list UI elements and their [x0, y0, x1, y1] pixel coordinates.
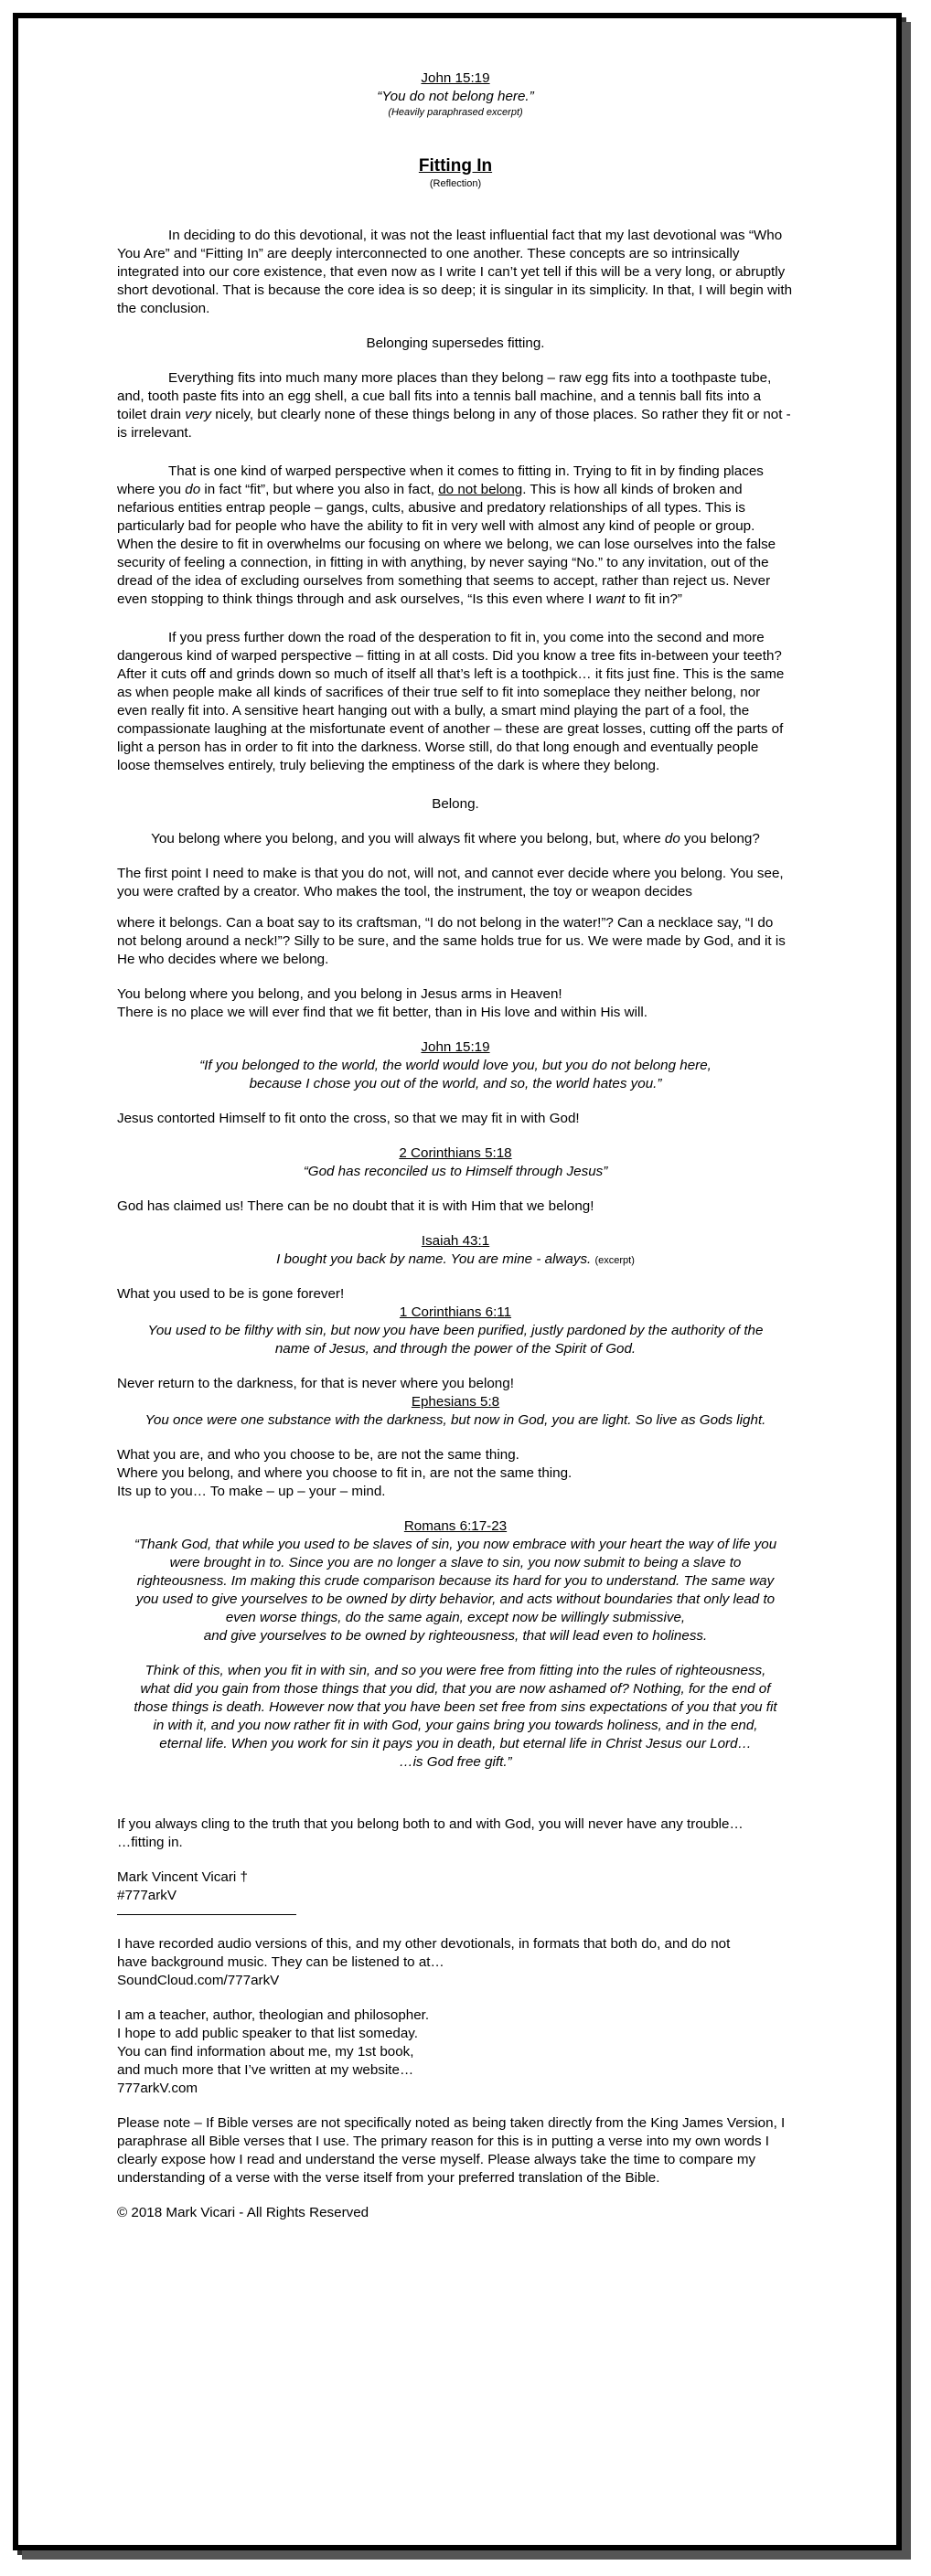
- closing-statement: If you always cling to the truth that you belong both to and with God, you will never have any trouble… …fitting in.: [117, 1816, 744, 1850]
- verse-quote-2-corinthians: “God has reconciled us to Himself through Jesus”: [303, 1164, 608, 1179]
- verse-ref-ephesians: Ephesians 5:8: [411, 1394, 500, 1410]
- audio-info: I have recorded audio versions of this, and my other devotionals, in formats that both do, and do not have background music. They can be listened to at… SoundCloud.com/777arkV: [117, 1936, 731, 1988]
- soundcloud-link: SoundCloud.com/777arkV: [117, 1973, 280, 1988]
- document-page: [117, 69, 794, 2222]
- verse-ref-isaiah: Isaiah 43:1: [421, 1233, 490, 1249]
- verse-quote-romans-part-2: Think of this, when you fit in with sin, and so you were free from fitting into the rules of righteousness, what did you gain from those things that you did, that you are now ashamed of? Nothing, for the end of those things is death. However now that you have been set free from sins expectations of you that you fit in with it, and you now rather fit in with God, your gains bring you towards holiness, and in the end, eternal life. When you work for sin it pays you in death, but eternal life in Christ Jesus our Lord… …is God free gift.”: [134, 1663, 777, 1770]
- website-link: 777arkV.com: [117, 2081, 198, 2096]
- belonging-supersedes-line: Belonging supersedes fitting.: [366, 335, 545, 351]
- verse-quote-1-corinthians: You used to be filthy with sin, but now you have been purified, justly pardoned by the authority of the name of Jesus, and through the power of the Spirit of God.: [147, 1323, 764, 1357]
- verse-ref-2-corinthians: 2 Corinthians 5:18: [399, 1145, 512, 1161]
- paragraph-creator: The first point I need to make is that you do not, will not, and cannot ever decide where you belong. You see, you were crafted by a creator. Who makes the tool, the instrument, the toy or weapon decides: [117, 866, 784, 899]
- text-before-1-corinthians: What you used to be is gone forever!: [117, 1286, 345, 1302]
- belong-question: You belong where you belong, and you will always fit where you belong, but, where do you belong?: [151, 831, 760, 846]
- author-signature: Mark Vincent Vicari † #777arkV: [117, 1869, 248, 1903]
- paragraph-warped-perspective: That is one kind of warped perspective when it comes to fitting in. Trying to fit in by finding places where you do in fact “fit”, but where you also in fact, do not belong. This is how all kinds of broken and nefarious entities entrap people – gangs, cults, abusive and predatory relationships of all types. This is particularly bad for people who have the ability to fit in very well with almost any kind of people or group. When the desire to fit in overwhelms our focusing on where we belong, we can lose ourselves into the false security of feeling a connection, in fitting in with anything, by never saying “No.” to any invitation, out of the dread of the idea of excluding ourselves from something that seems to accept, rather than reject us. Never even stopping to think things through and ask ourselves, “Is this even where I want to fit in?”: [117, 463, 776, 607]
- translation-note: Please note – If Bible verses are not specifically noted as being taken directly from the King James Version, I paraphrase all Bible verses that I use. The primary reason for this is in putting a verse into my own words I clearly expose how I read and understand the verse myself. Please always take the time to compare my understanding of a verse with the verse itself from your preferred translation of the Bible.: [117, 2115, 786, 2186]
- paragraph-intro: In deciding to do this devotional, it was not the least influential fact that my last devotional was “Who You Are” and “Fitting In” are deeply interconnected to one another. These concepts are so intrinsically integrated into our core existence, that even now as I write I can’t yet tell if this will be a very long, or abruptly short devotional. That is because the core idea is so deep; it is singular in its simplicity. In that, I will begin with the conclusion.: [117, 228, 793, 316]
- verse-quote-isaiah: I bought you back by name. You are mine - always. (excerpt): [276, 1251, 635, 1267]
- author-hashtag: #777arkV: [117, 1888, 177, 1903]
- header-verse-quote: “You do not belong here.”: [377, 89, 534, 104]
- text-after-john: Jesus contorted Himself to fit onto the cross, so that we may fit in with God!: [117, 1111, 580, 1126]
- paragraph-fits: Everything fits into much many more places than they belong – raw egg fits into a toothpaste tube, and, tooth paste fits into an egg shell, a cue ball fits into a tennis ball machine, and a tennis ball fits into a toilet drain very nicely, but clearly none of these things belong in any of those places. So rather they fit or not - is irrelevant.: [117, 370, 791, 441]
- text-after-2-corinthians: God has claimed us! There can be no doubt that it is with Him that we belong!: [117, 1198, 594, 1214]
- verse-quote-romans-part-1: “Thank God, that while you used to be slaves of sin, you now embrace with your heart the way of life you were brought in to. Since you are no longer a slave to sin, you now submit to being a slave to righteousness. Im making this crude comparison because its hard for you to understand. The same way you used to give yourselves to be owned by dirty behavior, and acts without boundaries that only lead to even worse things, do the same again, except now be willingly submissive, and give yourselves to be owned by righteousness, that will lead even to holiness.: [134, 1537, 777, 1644]
- paragraph-jesus-arms: You belong where you belong, and you belong in Jesus arms in Heaven! There is no place we will ever find that we fit better, than in His love and within His will.: [117, 986, 647, 1020]
- header-verse-ref: John 15:19: [421, 70, 490, 86]
- belong-heading: Belong.: [432, 796, 479, 812]
- verse-ref-1-corinthians: 1 Corinthians 6:11: [399, 1304, 512, 1320]
- verse-ref-john: John 15:19: [421, 1039, 490, 1055]
- copyright: © 2018 Mark Vicari - All Rights Reserved: [117, 2205, 369, 2220]
- page-subtitle: (Reflection): [429, 178, 482, 189]
- text-before-ephesians: Never return to the darkness, for that is never where you belong!: [117, 1376, 514, 1391]
- paragraph-desperation: If you press further down the road of the desperation to fit in, you come into the second and more dangerous kind of warped perspective – fitting in at all costs. Did you know a tree fits in-between your teeth? After it cuts off and grinds down so much of itself all that’s left is a toothpick… it fits just fine. This is the same as when people make all kinds of sacrifices of their true self to fit into someplace they neither belong, nor even really fit into. A sensitive heart hanging out with a bully, a smart mind playing the part of a fool, the compassionate laughing at the misfortunate event of another – these are great losses, cutting off the parts of light a person has in order to fit into the darkness. Worse still, do that long enough and eventually people loose themselves entirely, truly believing the emptiness of the dark is where they belong.: [117, 630, 785, 773]
- verse-quote-john: “If you belonged to the world, the world would love you, but you do not belong here, because I chose you out of the world, and so, the world hates you.”: [199, 1058, 712, 1091]
- verse-ref-romans: Romans 6:17-23: [403, 1518, 508, 1534]
- page-title: Fitting In: [418, 156, 493, 176]
- verse-quote-ephesians: You once were one substance with the darkness, but now in God, you are light. So live as Gods light.: [144, 1412, 766, 1428]
- paragraph-boat: where it belongs. Can a boat say to its craftsman, “I do not belong in the water!”? Can a necklace say, “I do not belong around a neck!”? Silly to be sure, and the same holds true for us. We were made by God, and it is He who decides where we belong.: [117, 915, 786, 967]
- header-verse-note: (Heavily paraphrased excerpt): [388, 107, 523, 118]
- author-bio: I am a teacher, author, theologian and philosopher. I hope to add public speaker to that list someday. You can find information about me, my 1st book, and much more that I’ve written at my website… 777arkV.com: [117, 2007, 430, 2096]
- text-after-ephesians: What you are, and who you choose to be, are not the same thing. Where you belong, and where you choose to fit in, are not the same thing. Its up to you… To make – up – your – mind.: [117, 1447, 573, 1499]
